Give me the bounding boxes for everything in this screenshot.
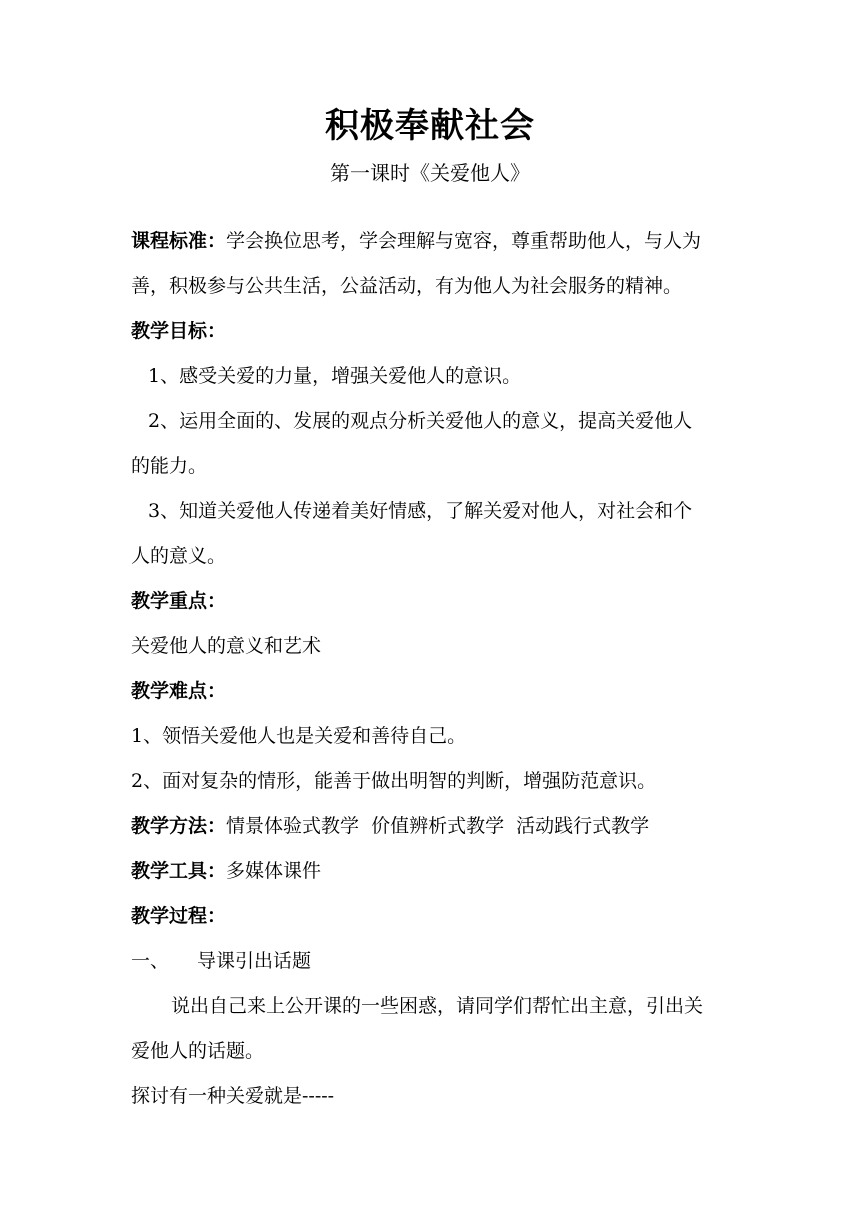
standard-text-1: 学会换位思考，学会理解与宽容，尊重帮助他人，与人为 — [226, 230, 702, 252]
difficulty-item-1: 1、领悟关爱他人也是关爱和善待自己。 — [131, 725, 467, 747]
methods-line — [131, 811, 731, 841]
document-title: 积极奉献社会 — [325, 106, 535, 146]
standard-line-2: 善，积极参与公共生活，公益活动，有为他人为社会服务的精神。 — [131, 275, 683, 297]
difficulty-item-2: 2、面对复杂的情形，能善于做出明智的判断，增强防范意识。 — [131, 770, 657, 792]
goal-item-2-line-2: 的能力。 — [131, 455, 208, 477]
methods-text: 情景体验式教学 价值辨析式教学 活动践行式教学 — [226, 815, 650, 837]
process-label: 教学过程： — [131, 905, 227, 927]
process-paragraph-1-line-2: 爱他人的话题。 — [131, 1040, 265, 1062]
goal-item-3-line-2: 人的意义。 — [131, 545, 227, 567]
process-step-1 — [131, 946, 731, 976]
process-step-1-title: 导课引出话题 — [197, 950, 312, 972]
difficulties-label: 教学难点： — [131, 680, 227, 702]
key-points-label: 教学重点： — [131, 590, 227, 612]
goal-item-1: 1、感受关爱的力量，增强关爱他人的意识。 — [148, 365, 522, 387]
goal-item-3-line-1: 3、知道关爱他人传递着美好情感，了解关爱对他人，对社会和个 — [148, 500, 693, 522]
process-step-1-number: 一、 — [131, 950, 170, 972]
standard-label: 课程标准： — [131, 230, 227, 252]
goal-item-2-line-1: 2、运用全面的、发展的观点分析关爱他人的意义，提高关爱他人 — [148, 410, 693, 432]
process-paragraph-1-line-1: 说出自己来上公开课的一些困惑，请同学们帮忙出主意，引出关 — [171, 995, 704, 1017]
tools-line — [131, 856, 731, 886]
standard-line-1 — [131, 226, 731, 256]
methods-label: 教学方法： — [131, 815, 227, 837]
key-points-text: 关爱他人的意义和艺术 — [131, 635, 322, 657]
tools-text: 多媒体课件 — [226, 860, 322, 882]
goals-label: 教学目标： — [131, 320, 227, 342]
document-subtitle: 第一课时《关爱他人》 — [330, 161, 530, 185]
tools-label: 教学工具： — [131, 860, 227, 882]
process-paragraph-2: 探讨有一种关爱就是----- — [131, 1085, 335, 1107]
